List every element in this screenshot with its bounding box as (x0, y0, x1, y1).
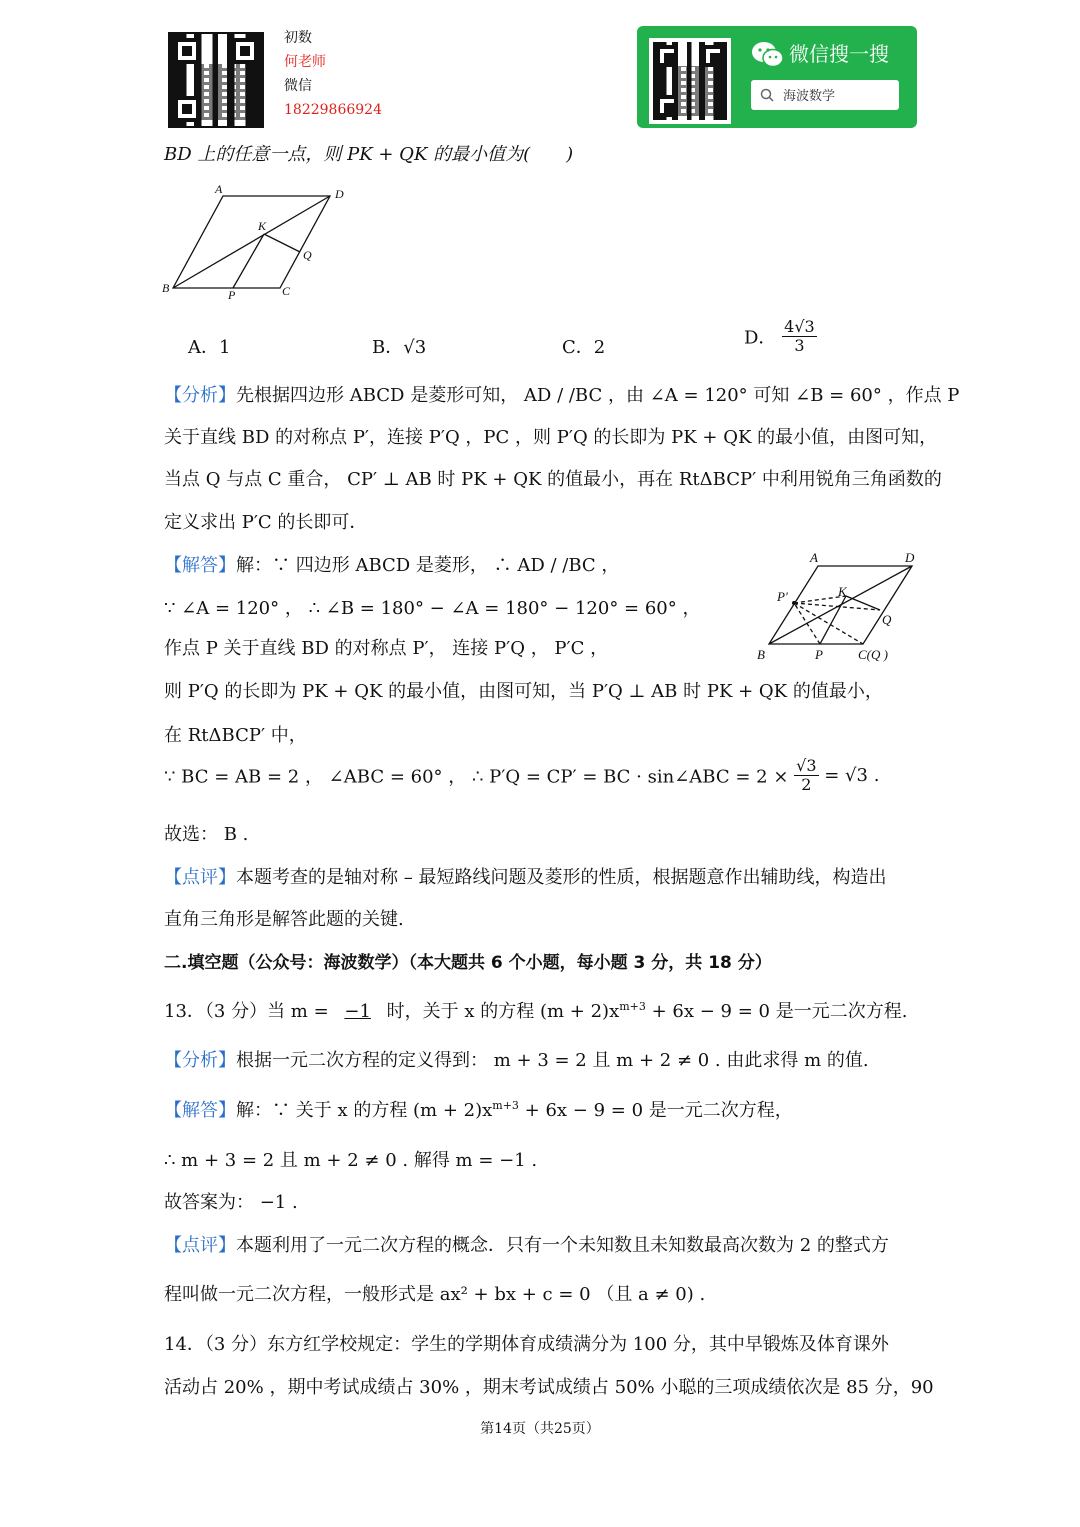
option-d-fraction (782, 318, 817, 355)
contact-line-teacher: 何老师 (284, 54, 326, 70)
q13-solution-end: + 6x − 9 = 0 是一元二次方程， (518, 1100, 793, 1121)
fig2-label-c-q: C(Q ) (858, 647, 888, 662)
q13-exponent: m+3 (619, 1000, 646, 1013)
option-a: A．1 (188, 337, 231, 358)
wechat-search-card[interactable] (637, 26, 917, 128)
q12-solution-line-1 (164, 551, 619, 577)
wechat-search-title: 微信搜一搜 (789, 42, 889, 66)
q12-review-text-1: 本题考查的是轴对称 – 最短路线问题及菱形的性质，根据题意作出辅助线，构造出 (236, 867, 887, 888)
figure-rhombus-2 (752, 548, 928, 670)
option-d-den: 3 (794, 336, 805, 355)
q13-stem-suffix: 时，关于 x 的方程 (m + 2)x (380, 1001, 620, 1022)
q12-analysis-line-1 (164, 381, 959, 407)
q12-solution-line-4: 则 P′Q 的长即为 PK + QK 的最小值，由图可知，当 P′Q ⊥ AB 时 PK + QK 的值最小， (164, 681, 883, 702)
q13-stem (164, 997, 907, 1023)
figure-rhombus-1 (158, 180, 358, 305)
solution-tag: 【解答】 (164, 555, 236, 576)
option-d-label: D． (744, 327, 777, 349)
fig1-label-a: A (215, 182, 223, 196)
q12-solution-line-8: 故选： B . (164, 824, 249, 845)
fig1-label-q: Q (303, 248, 312, 262)
fig2-label-d: D (905, 550, 915, 565)
search-icon (760, 88, 774, 102)
fig2-label-b: B (757, 647, 765, 662)
fig2-label-a: A (810, 550, 818, 565)
qr-code-right (649, 38, 731, 124)
option-d (744, 318, 817, 355)
fig1-label-d: D (335, 187, 344, 201)
option-d-num: 4√3 (784, 317, 815, 336)
q12-solution-frac-num: √3 (796, 756, 817, 775)
q14-line-2: 活动占 20% ，期中考试成绩占 30% ，期末考试成绩占 50% 小聪的三项成绩依次是 85 分，90 (164, 1377, 934, 1398)
q12-solution-text-1: 解：∵ 四边形 ABCD 是菱形， ∴ AD / /BC ， (236, 555, 620, 576)
option-c: C．2 (562, 337, 606, 358)
wechat-search-input[interactable] (751, 80, 899, 110)
wechat-icon (751, 40, 785, 70)
contact-line-wechat: 微信 (284, 78, 312, 94)
fig1-label-p: P (228, 288, 236, 302)
q12-analysis-text-1: 先根据四边形 ABCD 是菱形可知， AD / /BC ，由 ∠A = 120° 可知 ∠B = 60° ，作点 P (236, 385, 960, 406)
q13-solution-tag: 【解答】 (164, 1100, 236, 1121)
q12-solution-line-2: ∵ ∠A = 120° ， ∴ ∠B = 180° − ∠A = 180° − 120° = 60° ， (164, 598, 701, 619)
q13-stem-prefix: 13．（3 分）当 m = (164, 1001, 335, 1022)
option-b: B．√3 (372, 337, 427, 358)
fig2-label-q: Q (882, 612, 892, 627)
q13-stem-end: + 6x − 9 = 0 是一元二次方程. (645, 1001, 908, 1022)
q13-analysis-text: 根据一元二次方程的定义得到： m + 3 = 2 且 m + 2 ≠ 0 . 由此求得 m 的值. (236, 1050, 869, 1071)
q12-solution-fraction (794, 757, 818, 794)
q12-solution-line-5: 在 RtΔBCP′ 中， (164, 725, 307, 746)
q14-line-1: 14．（3 分）东方红学校规定：学生的学期体育成绩满分为 100 分，其中早锻炼及体育课外 (164, 1334, 889, 1355)
q12-analysis-line-2: 关于直线 BD 的对称点 P′，连接 P′Q ，PC ，则 P′Q 的长即为 PK + QK 的最小值，由图可知， (164, 427, 938, 448)
q13-answer-blank: −1 (344, 1001, 371, 1022)
contact-line-phone: 18229866924 (284, 102, 382, 118)
q13-review-line-1 (164, 1231, 889, 1257)
contact-line-subject: 初数 (284, 30, 312, 46)
contact-block (284, 26, 382, 122)
fig1-label-b: B (162, 281, 170, 295)
q13-solution-line-3: 故答案为： −1 . (164, 1192, 298, 1213)
q12-review-line-2: 直角三角形是解答此题的关键. (164, 909, 404, 930)
fig1-label-c: C (282, 284, 291, 298)
q13-analysis-tag: 【分析】 (164, 1050, 236, 1071)
section2-title: 二.填空题（公众号：海波数学）（本大题共 6 个小题，每小题 3 分，共 18 分） (164, 953, 772, 973)
q13-solution-line-1 (164, 1096, 793, 1122)
q12-solution-line-3: 作点 P 关于直线 BD 的对称点 P′， 连接 P′Q ， P′C ， (164, 638, 609, 659)
q13-review-line-2: 程叫做一元二次方程，一般形式是 ax² + bx + c = 0 （且 a ≠ 0) . (164, 1284, 706, 1305)
q12-stem-tail: BD 上的任意一点，则 PK + QK 的最小值为( ) (164, 144, 574, 165)
fig2-label-k: K (838, 584, 847, 599)
q12-solution-line-6 (164, 757, 879, 794)
q13-review-text-1: 本题利用了一元二次方程的概念．只有一个未知数且未知数最高次数为 2 的整式方 (236, 1235, 889, 1256)
fig2-label-p: P (815, 647, 823, 662)
review-tag: 【点评】 (164, 867, 236, 888)
q12-analysis-line-3: 当点 Q 与点 C 重合， CP′ ⊥ AB 时 PK + QK 的值最小，再在 RtΔBCP′ 中利用锐角三角函数的 (164, 469, 942, 490)
q12-solution-text-6: ∵ BC = AB = 2 ， ∠ABC = 60° ， ∴ P′Q = CP′ = BC · sin∠ABC = 2 × (164, 766, 789, 788)
q13-analysis (164, 1046, 869, 1072)
q13-solution-line-2: ∴ m + 3 = 2 且 m + 2 ≠ 0 . 解得 m = −1 . (164, 1150, 538, 1171)
analysis-tag: 【分析】 (164, 385, 236, 406)
fig1-label-k: K (258, 219, 267, 233)
wechat-search-value: 海波数学 (783, 89, 836, 104)
q12-review-line-1 (164, 863, 886, 889)
qr-code-left (168, 32, 264, 128)
q12-solution-text-7: = √3 . (824, 765, 880, 786)
q13-solution-prefix: 解：∵ 关于 x 的方程 (m + 2)x (236, 1100, 493, 1121)
q12-analysis-line-4: 定义求出 P′C 的长即可． (164, 512, 368, 533)
page-footer: 第14页（共25页） (480, 1421, 600, 1437)
q13-review-tag: 【点评】 (164, 1235, 236, 1256)
q13-solution-exponent: m+3 (492, 1099, 519, 1112)
q12-solution-frac-den: 2 (801, 775, 812, 794)
fig2-label-p-prime: P′ (777, 589, 788, 604)
